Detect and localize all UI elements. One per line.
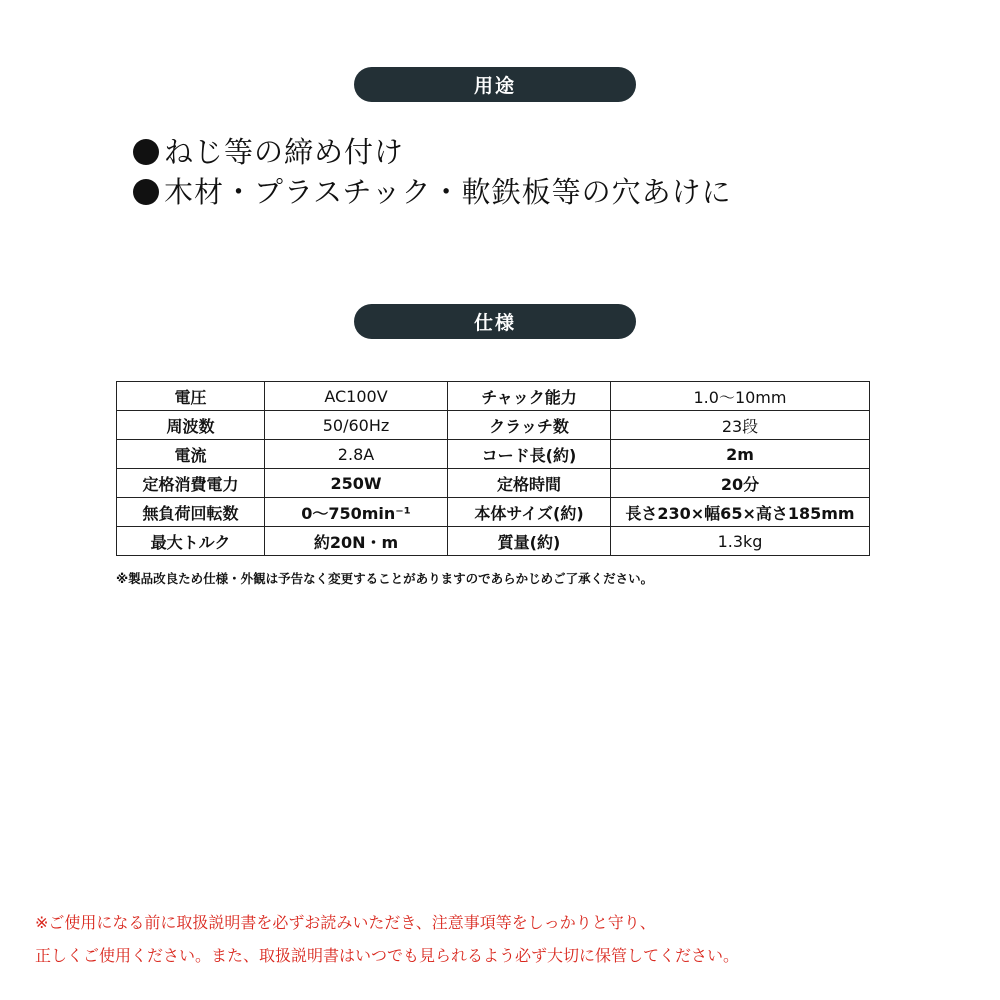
usage-item [133,132,732,172]
spec-value: 長さ230×幅65×高さ185mm [611,498,870,527]
spec-row [117,527,870,556]
spec-label: 定格時間 [448,469,611,498]
spec-value: 2.8A [265,440,448,469]
spec-value: 2m [611,440,870,469]
spec-value: 1.0〜10mm [611,382,870,411]
spec-row [117,440,870,469]
usage-item-text: ねじ等の締め付け [164,135,405,169]
usage-heading-label: 用途 [473,75,516,97]
spec-label: 無負荷回転数 [117,498,265,527]
spec-heading [354,304,636,339]
spec-label: クラッチ数 [448,411,611,440]
spec-row [117,498,870,527]
usage-item-text: 木材・プラスチック・軟鉄板等の穴あけに [164,175,732,209]
spec-label: 最大トルク [117,527,265,556]
spec-value: 50/60Hz [265,411,448,440]
spec-table [116,381,870,556]
bullet-icon [133,179,159,205]
spec-heading-label: 仕様 [473,312,516,334]
spec-value: 約20N・m [265,527,448,556]
spec-label: 本体サイズ(約) [448,498,611,527]
spec-note: ※製品改良ため仕様・外観は予告なく変更することがありますのであらかじめご了承ください。 [116,571,654,586]
spec-label: 電流 [117,440,265,469]
warning-line-2: 正しくご使用ください。また、取扱説明書はいつでも見られるよう必ず大切に保管してください。 [35,946,740,965]
spec-label: 定格消費電力 [117,469,265,498]
spec-value: 20分 [611,469,870,498]
spec-label: 質量(約) [448,527,611,556]
usage-item [133,172,732,212]
spec-row [117,469,870,498]
usage-heading [354,67,636,102]
bullet-icon [133,139,159,165]
spec-label: 周波数 [117,411,265,440]
spec-value: 250W [265,469,448,498]
spec-row [117,382,870,411]
spec-label: コード長(約) [448,440,611,469]
spec-value: 0〜750min⁻¹ [265,498,448,527]
spec-label: チャック能力 [448,382,611,411]
spec-row [117,411,870,440]
usage-list [133,132,732,212]
spec-label: 電圧 [117,382,265,411]
warning-line-1: ※ご使用になる前に取扱説明書を必ずお読みいただき、注意事項等をしっかりと守り、 [35,913,656,932]
spec-value: 1.3kg [611,527,870,556]
spec-value: AC100V [265,382,448,411]
spec-value: 23段 [611,411,870,440]
